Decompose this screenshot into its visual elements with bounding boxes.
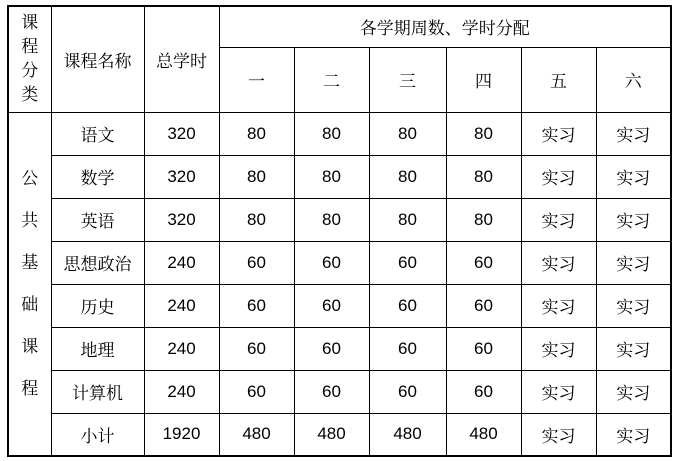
total-hours-cell: 1920 (144, 413, 219, 456)
category-group-vertical-text (9, 158, 51, 410)
total-hours-cell: 320 (144, 112, 219, 155)
curriculum-table (7, 5, 672, 457)
semester-1-cell: 60 (219, 241, 294, 284)
semester-4-cell: 60 (446, 327, 521, 370)
semester-6-cell: 实习 (596, 370, 671, 413)
category-group-char: 课 (21, 336, 39, 356)
course-name-cell: 数学 (51, 155, 144, 198)
header-semester-5: 五 (521, 47, 596, 112)
semester-4-cell: 60 (446, 241, 521, 284)
header-category-char: 类 (21, 85, 39, 105)
header-semester-1: 一 (219, 47, 294, 112)
semester-6-cell: 实习 (596, 284, 671, 327)
header-category (8, 6, 51, 112)
semester-5-cell: 实习 (521, 112, 596, 155)
semester-5-cell: 实习 (521, 413, 596, 456)
semester-1-cell: 480 (219, 413, 294, 456)
total-hours-cell: 240 (144, 370, 219, 413)
header-semester-4: 四 (446, 47, 521, 112)
semester-3-cell: 60 (369, 370, 446, 413)
header-course-name: 课程名称 (51, 6, 144, 112)
semester-6-cell: 实习 (596, 155, 671, 198)
semester-2-cell: 480 (294, 413, 369, 456)
semester-4-cell: 80 (446, 155, 521, 198)
semester-1-cell: 60 (219, 327, 294, 370)
total-hours-cell: 240 (144, 241, 219, 284)
category-group-char: 程 (21, 378, 39, 398)
course-name-cell: 计算机 (51, 370, 144, 413)
category-group-char: 共 (21, 210, 39, 230)
semester-5-cell: 实习 (521, 327, 596, 370)
table-row-sixiangzhengzhi (8, 241, 671, 284)
total-hours-cell: 240 (144, 327, 219, 370)
semester-5-cell: 实习 (521, 241, 596, 284)
header-total-hours: 总学时 (144, 6, 219, 112)
header-semester-span: 各学期周数、学时分配 (219, 6, 671, 47)
table-row-lishi (8, 284, 671, 327)
semester-1-cell: 60 (219, 370, 294, 413)
table-row-yuwen (8, 112, 671, 155)
table-row-shuxue (8, 155, 671, 198)
semester-3-cell: 60 (369, 284, 446, 327)
semester-3-cell: 80 (369, 155, 446, 198)
table-row-jisuanji (8, 370, 671, 413)
semester-6-cell: 实习 (596, 241, 671, 284)
header-row-1 (8, 6, 671, 47)
semester-6-cell: 实习 (596, 112, 671, 155)
semester-1-cell: 80 (219, 112, 294, 155)
course-name-cell: 思想政治 (51, 241, 144, 284)
semester-2-cell: 60 (294, 241, 369, 284)
semester-2-cell: 60 (294, 370, 369, 413)
semester-2-cell: 80 (294, 112, 369, 155)
course-name-cell: 历史 (51, 284, 144, 327)
header-semester-3: 三 (369, 47, 446, 112)
course-name-cell: 地理 (51, 327, 144, 370)
semester-6-cell: 实习 (596, 198, 671, 241)
semester-6-cell: 实习 (596, 327, 671, 370)
semester-1-cell: 60 (219, 284, 294, 327)
semester-2-cell: 60 (294, 327, 369, 370)
header-category-char: 课 (21, 13, 39, 33)
semester-6-cell: 实习 (596, 413, 671, 456)
semester-5-cell: 实习 (521, 370, 596, 413)
category-group-char: 基 (21, 252, 39, 272)
course-name-cell: 小计 (51, 413, 144, 456)
course-name-cell: 语文 (51, 112, 144, 155)
header-semester-2: 二 (294, 47, 369, 112)
header-category-char: 分 (21, 61, 39, 81)
semester-1-cell: 80 (219, 155, 294, 198)
semester-3-cell: 480 (369, 413, 446, 456)
table-row-subtotal (8, 413, 671, 456)
total-hours-cell: 320 (144, 155, 219, 198)
semester-4-cell: 80 (446, 112, 521, 155)
table-row-yingyu (8, 198, 671, 241)
semester-4-cell: 60 (446, 370, 521, 413)
semester-5-cell: 实习 (521, 155, 596, 198)
category-group-char: 础 (21, 294, 39, 314)
category-group-char: 公 (21, 168, 39, 188)
header-category-char: 程 (21, 37, 39, 57)
semester-4-cell: 60 (446, 284, 521, 327)
total-hours-cell: 320 (144, 198, 219, 241)
semester-5-cell: 实习 (521, 198, 596, 241)
semester-3-cell: 80 (369, 112, 446, 155)
semester-2-cell: 60 (294, 284, 369, 327)
semester-2-cell: 80 (294, 155, 369, 198)
table-row-dili (8, 327, 671, 370)
semester-2-cell: 80 (294, 198, 369, 241)
semester-5-cell: 实习 (521, 284, 596, 327)
header-category-vertical-text (9, 11, 51, 107)
semester-4-cell: 480 (446, 413, 521, 456)
semester-4-cell: 80 (446, 198, 521, 241)
semester-3-cell: 60 (369, 241, 446, 284)
header-semester-6: 六 (596, 47, 671, 112)
total-hours-cell: 240 (144, 284, 219, 327)
semester-3-cell: 60 (369, 327, 446, 370)
semester-1-cell: 80 (219, 198, 294, 241)
category-group-cell (8, 112, 51, 456)
course-name-cell: 英语 (51, 198, 144, 241)
semester-3-cell: 80 (369, 198, 446, 241)
